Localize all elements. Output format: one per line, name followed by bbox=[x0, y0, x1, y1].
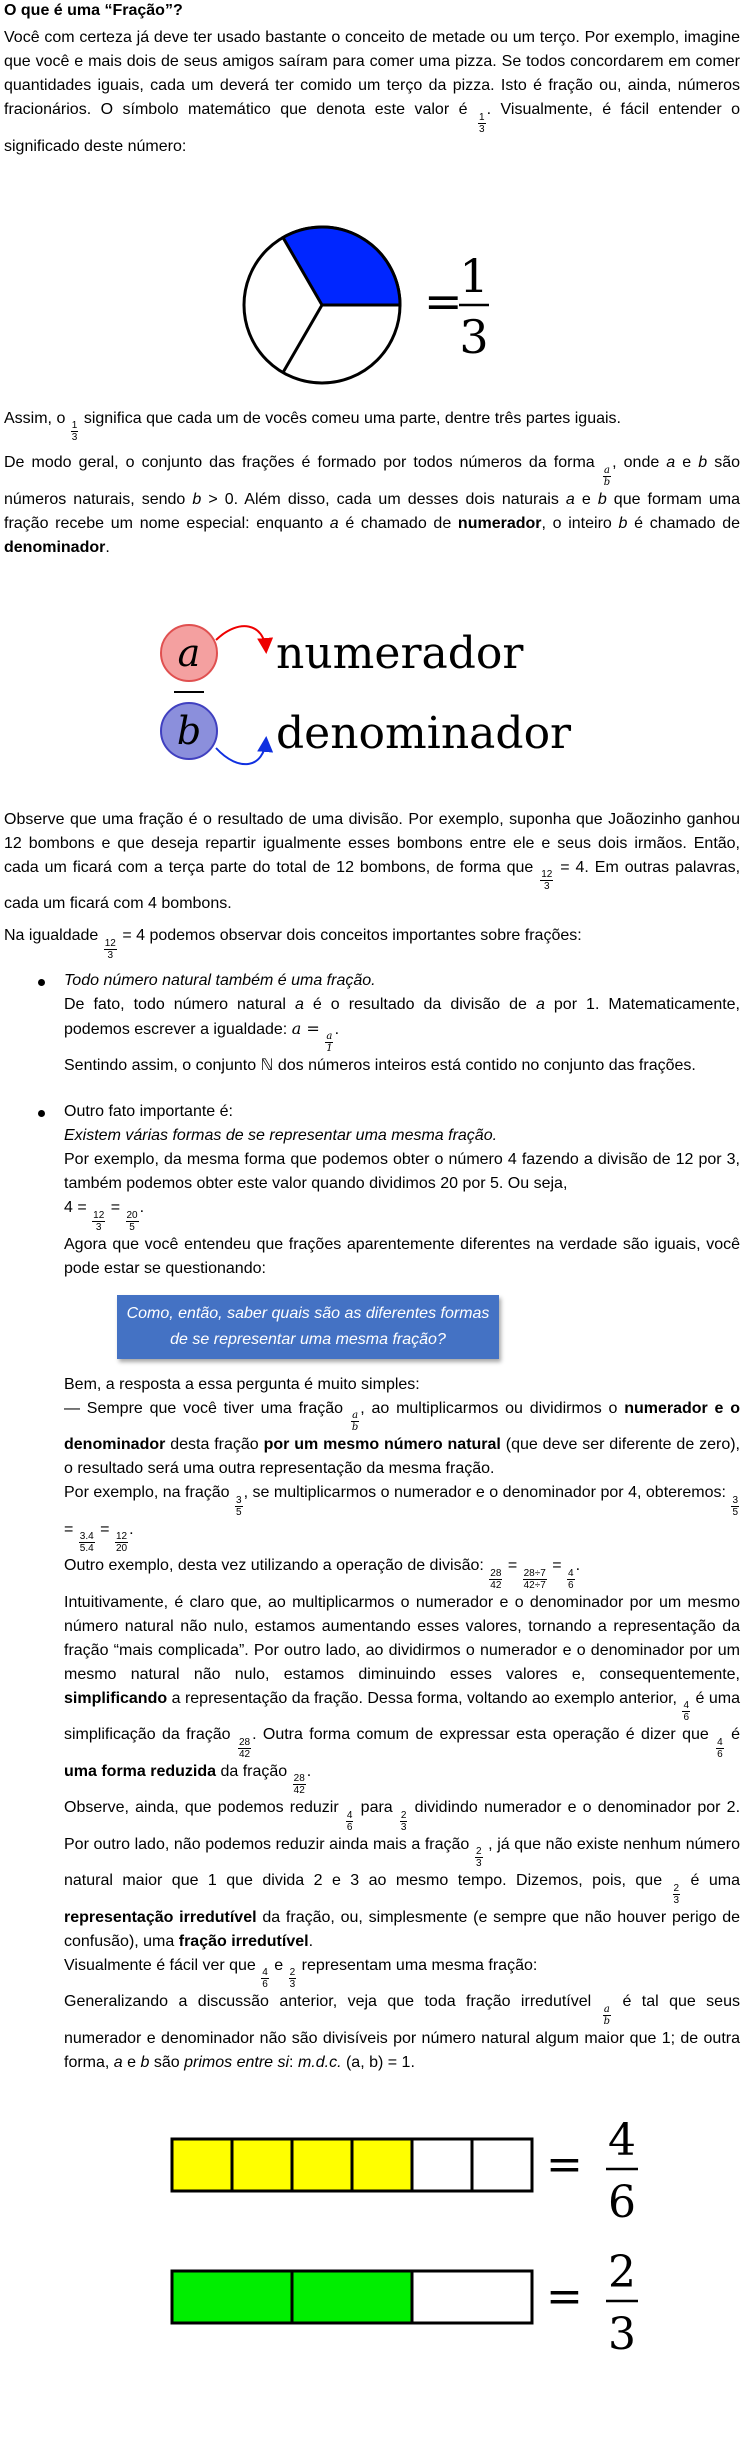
para-assim: Assim, o $\frac{1}{3}$ significa que cada um de vocês comeu uma parte, dentre três partes iguais. bbox=[4, 409, 621, 443]
bullet-dot bbox=[38, 979, 45, 986]
numerator-denominator-figure bbox=[4, 568, 744, 808]
question-callout: Como, então, saber quais são as diferentes formas de se representar uma mesma fração? bbox=[117, 1295, 499, 1359]
numerator-label: numerador bbox=[276, 627, 524, 679]
bar-cell bbox=[352, 2139, 412, 2191]
svg-text:a: a bbox=[177, 630, 201, 675]
bullet-1: Todo número natural também é uma fração. De fato, todo número natural a é o resultado da divisão de a por 1. Matematicamente, podemos escrever a igualdade: a = $\frac{a}{1}$ . Sentindo assim, o conjunto ℕ dos números inteiros está contido no conjunto das frações. bbox=[4, 969, 740, 1079]
bar-cell bbox=[232, 2139, 292, 2191]
pie-numerator: 1 bbox=[459, 248, 489, 303]
svg-text:b: b bbox=[176, 708, 202, 753]
bar-cell bbox=[172, 2271, 292, 2323]
pie-one-third-figure bbox=[4, 167, 744, 407]
document-page bbox=[0, 2, 744, 2399]
pie-denominator: 3 bbox=[459, 309, 489, 364]
bar-denominator: 3 bbox=[608, 2308, 636, 2360]
fraction-a-over-b: $\frac{a}{b}$ bbox=[603, 464, 611, 488]
bar-denominator: 6 bbox=[608, 2176, 636, 2228]
bar-cell bbox=[292, 2271, 412, 2323]
intro-paragraph: Você com certeza já deve ter usado bastante o conceito de metade ou um terço. Por exemplo, imagine que você e mais dois de seus amigos saíram para comer uma pizza. Se todos concordarem em comer quantidades iguais, cada um deverá ter comido um terço da pizza. Isto é fração ou, ainda, números fracionários. O símbolo matemático que denota este valor é $\frac{1}{3}$ . Visualmente, é fácil entender o significado deste número: bbox=[4, 29, 741, 155]
bar-cell bbox=[412, 2139, 472, 2191]
answer-section: Bem, a resposta a essa pergunta é muito simples: — Sempre que você tiver uma fração $\frac{a}{b}$ , ao multiplicarmos ou dividirmos o numerador e o denominador desta fração por um mesmo número natural (que deve ser diferente de zero), o resultado será uma outra representação da mesma fração. Por exemplo, na fração $\frac{3}{5}$ , se multiplicarmos o numerador e o denominador por 4, obteremos: $\frac{3}{5}$ = $\frac{3.4}{5.4}$ = $\frac{12}{20}$ . Outro exemplo, desta vez utilizando a operação de divisão: $\frac{28}{42}$ = $\frac{28\div 7}{42\div 7}$ = $\frac{4}{6}$ . Intuitivamente, é claro que, ao multiplicarmos o numerador e o denominador por um mesmo número natural não nulo, estamos aumentando esses valores, tornando a representação da fração “mais complicada”. Por outro lado, ao dividirmos o numerador e o denominador por um mesmo natural não nulo, estamos diminuindo esses valores e, consequentemente, simplificando a representação da fração. Dessa forma, voltando ao exemplo anterior, $\frac{4}{6}$ é uma simplificação da fração $\frac{28}{42}$ . Outra forma comum de expressar esta operação é dizer que $\frac{4}{6}$ é uma forma reduzida da fração $\frac{28}{42}$ . Observe, ainda, que podemos reduzir $\frac{4}{6}$ para $\frac{2}{3}$ dividindo numerador e o denominador por 2. Por outro lado, não podemos reduzir ainda mais a fração $\frac{2}{3}$ , já que não existe nenhum número natural maior que 1 que divida 2 e 3 ao mesmo tempo. Dizemos, pois, que $\frac{2}{3}$ é uma representação irredutível da fração, ou, simplesmente (e sempre que não houver perigo de confusão), uma fração irredutível. Visualmente é fácil ver que $\frac{4}{6}$ e $\frac{2}{3}$ representam uma mesma fração: Generalizando a discussão anterior, veja que toda fração irredutível $\frac{a}{b}$ é tal que seus numerador e denominador não são divisíveis por número natural algum maior que 1; de outra forma, a e b são primos entre si: m.d.c. (a, b) = 1. bbox=[64, 1375, 741, 2071]
bar-cell bbox=[412, 2271, 532, 2323]
bar-numerator: 2 bbox=[608, 2246, 636, 2298]
bar-cell bbox=[172, 2139, 232, 2191]
fraction-bars-figure bbox=[4, 2099, 744, 2399]
bullet-dot bbox=[38, 1110, 45, 1117]
bar-numerator: 4 bbox=[608, 2114, 636, 2166]
fraction-one-third: $\frac{1}{3}$ bbox=[479, 111, 485, 135]
para-observe: Observe que uma fração é o resultado de uma divisão. Por exemplo, suponha que Joãozinho ganhou 12 bombons e que deseja repartir igualmente esses bombons entre ele e seus dois irmãos. Então, cada um ficará com a terça parte do total de 12 bombons, de forma que $\frac{12}{3}$ = 4. Em outras palavras, cada um ficará com 4 bombons. bbox=[4, 810, 741, 912]
bar-cell bbox=[292, 2139, 352, 2191]
bar-cell bbox=[472, 2139, 532, 2191]
pie-equals: = bbox=[424, 273, 463, 328]
bullet-2: Outro fato importante é: Existem várias formas de se representar uma mesma fração. Por exemplo, da mesma forma que podemos obter o número 4 fazendo a divisão de 12 por 3, também podemos obter este valor quando dividimos 20 por 5. Ou seja, 4 = $\frac{12}{3}$ = $\frac{20}{5}$ . Agora que você entendeu que frações aparentemente diferentes na verdade são iguais, você pode estar se questionando: bbox=[4, 1100, 740, 1281]
denominator-label: denominador bbox=[276, 707, 572, 759]
numerator-arrow bbox=[216, 626, 266, 650]
page-title: O que é uma “Fração”? bbox=[4, 2, 183, 19]
bar-equals: = bbox=[546, 2270, 583, 2322]
para-geral: De modo geral, o conjunto das frações é formado por todos números da forma $\frac{a}{b}$ , onde a e b são números naturais, sendo b > 0. Além disso, cada um desses dois naturais a e b que formam uma fração recebe um nome especial: enquanto a é chamado de numerador, o inteiro b é chamado de denominador. bbox=[4, 454, 741, 556]
bar-equals: = bbox=[546, 2138, 583, 2190]
denominator-arrow bbox=[216, 740, 266, 764]
fraction-one-third-2: $\frac{1}{3}$ bbox=[71, 420, 78, 443]
para-igualdade: Na igualdade $\frac{12}{3}$ = 4 podemos observar dois conceitos importantes sobre frações: bbox=[4, 927, 582, 961]
